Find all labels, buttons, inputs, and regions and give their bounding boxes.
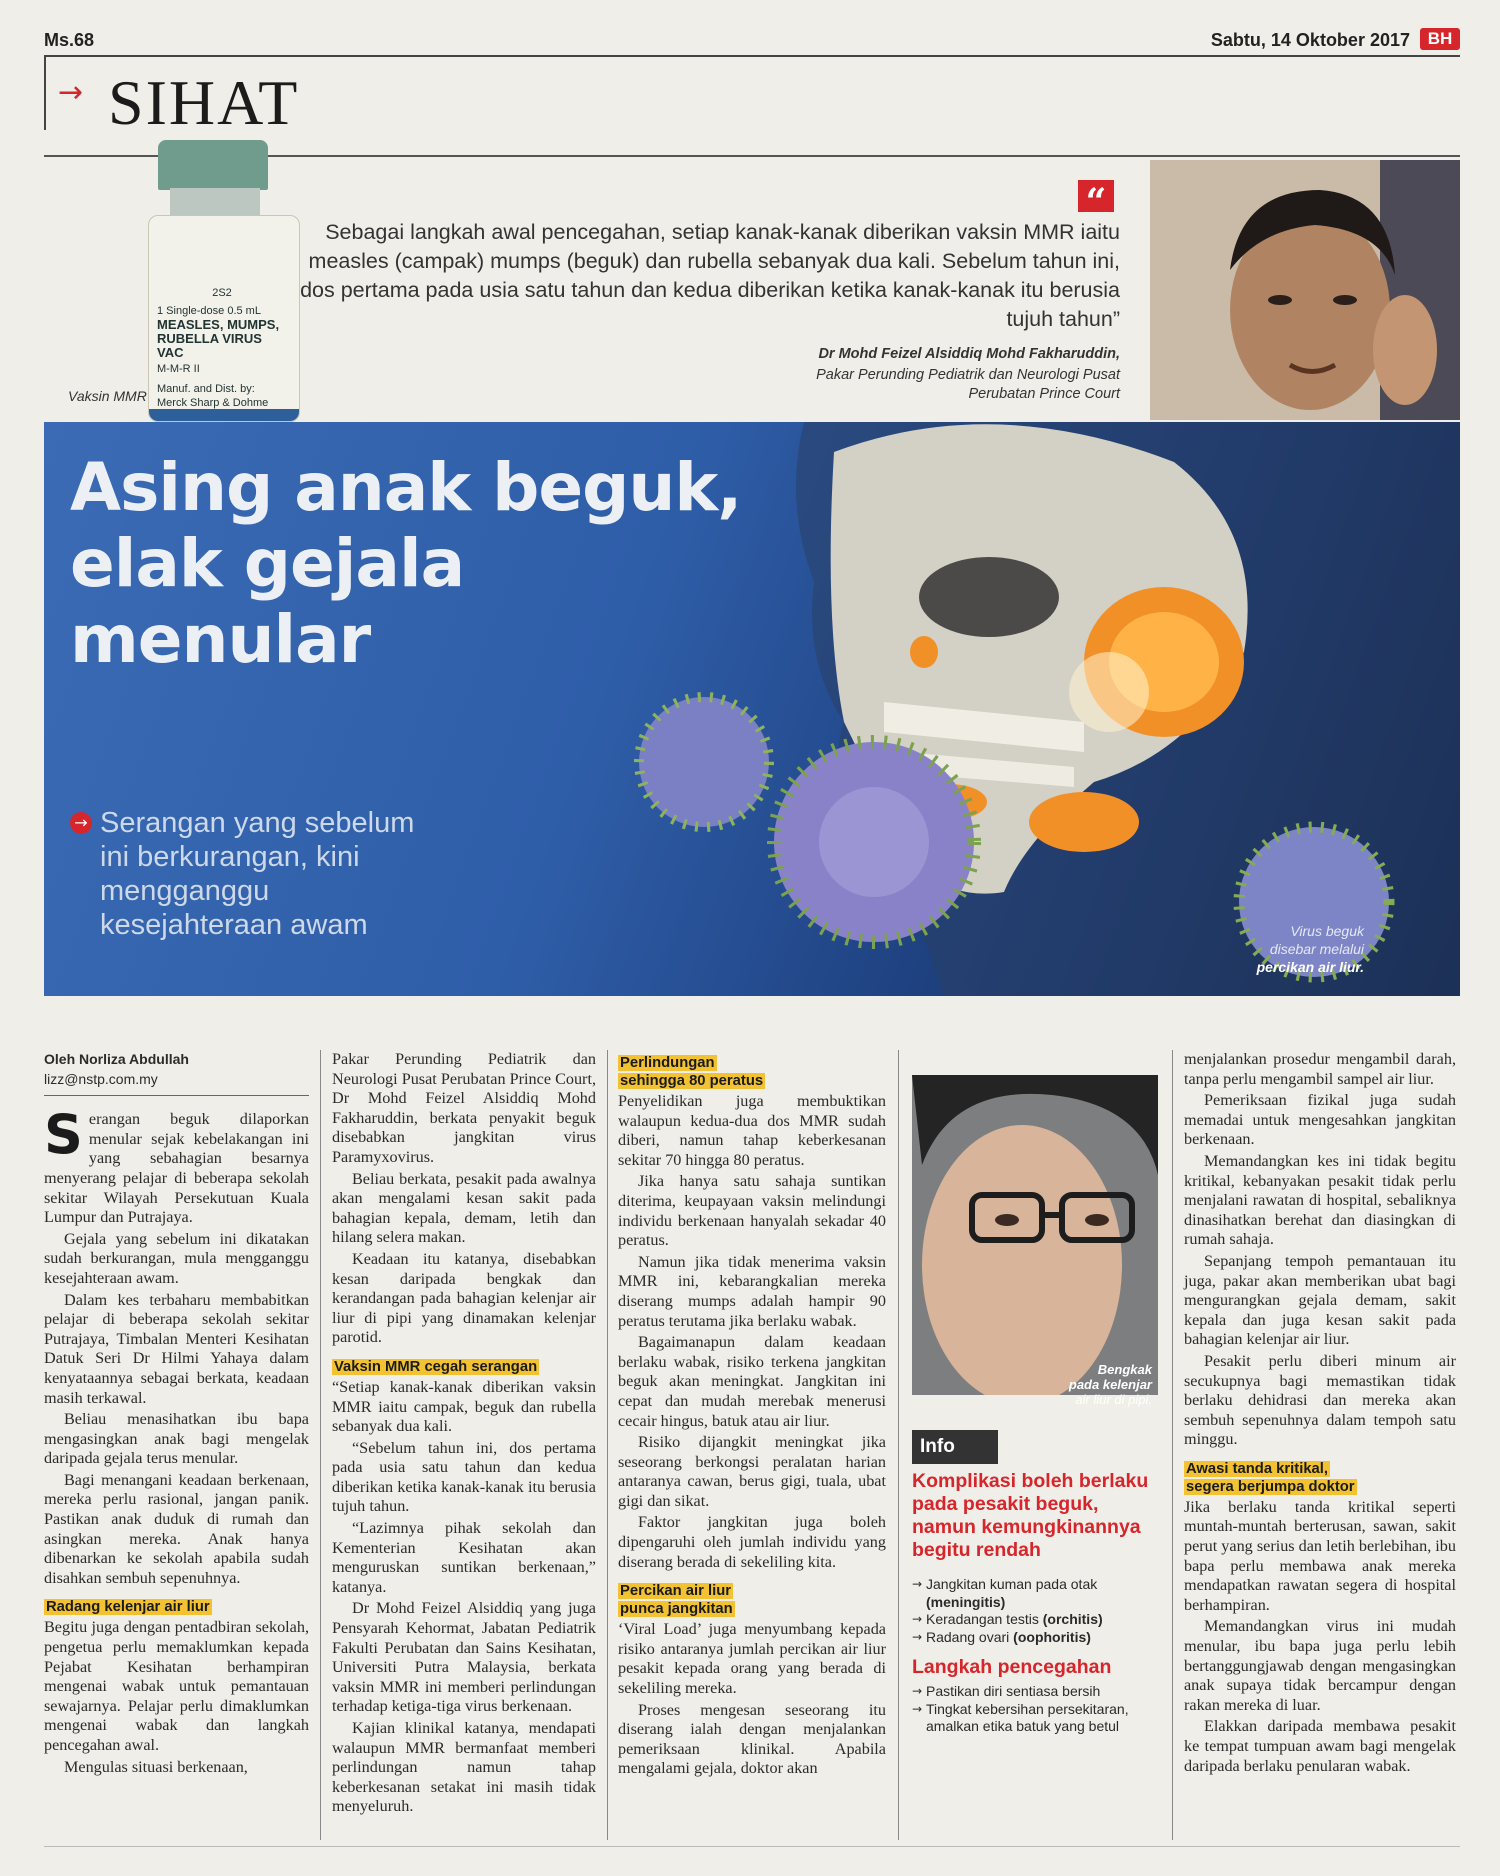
article-paragraph: Bagi menangani keadaan berkenaan, mereka perlu rasional, jangan panik. Pastikan anak duduk di rumah dan asingkan mereka. Anak hanya dibenarkan ke sekolah apabila sudah disahkan sembuh sepenuhnya. bbox=[44, 1470, 309, 1587]
byline-author: Oleh Norliza Abdullah bbox=[44, 1051, 189, 1067]
article-paragraph: Risiko dijangkit meningkat jika seseorang berkongsi peralatan harian antaranya cawan, berus gigi, tuala, ubat gigi dan sikat. bbox=[618, 1433, 886, 1510]
article-paragraph: “Lazimnya pihak sekolah dan Kementerian Kesihatan akan menguruskan suntikan berkenaan,” katanya. bbox=[332, 1519, 596, 1596]
article-paragraph: Bagaimanapun dalam keadaan berlaku wabak, risiko terkena jangkitan beguk akan meningkat. Jangkitan ini cepat dan mudah merebak menerusi cecair hingus, batuk atau air liur. bbox=[618, 1333, 886, 1430]
article-paragraph: Jika hanya satu sahaja suntikan diterima, keupayaan vaksin melindungi individu berkenaan hanyalah sekadar 40 peratus. bbox=[618, 1172, 886, 1250]
article-paragraph: “Sebelum tahun ini, dos pertama pada usia satu tahun dan kedua diberikan ketika kanak-kanak itu berusia tujuh tahun. bbox=[332, 1438, 596, 1516]
vial-label-line: 1 Single-dose 0.5 mL bbox=[157, 305, 261, 317]
complication-term: (meningitis) bbox=[926, 1593, 1006, 1610]
quote-role-line: Pakar Perunding Pediatrik dan Neurologi Pusat bbox=[816, 367, 1120, 383]
article-paragraph: Pesakit perlu diberi minum air secukupnya bagi memastikan tidak berlaku dehidrasi dan mereka akan sembuh sepenuhnya dalam tempoh satu minggu. bbox=[1184, 1351, 1456, 1449]
complication-item bbox=[912, 1611, 1158, 1629]
vial-label-line: Merck Sharp & Dohme bbox=[157, 397, 269, 409]
headline bbox=[70, 450, 790, 678]
article-paragraph: Kajian klinikal katanya, mendapati walaupun MMR bermanfaat memberi perlindungan namun tahap keberkesanan setakat ini masih tidak menyeluruh. bbox=[332, 1719, 596, 1816]
child-photo-caption-line: Bengkak bbox=[1097, 1362, 1152, 1377]
standfirst: Serangan yang sebelum ini berkurangan, kini mengganggu kesejahteraan awam bbox=[100, 807, 415, 941]
deck-arrow-icon: → bbox=[70, 812, 92, 834]
hero-caption-line: disebar melalui bbox=[1269, 941, 1364, 957]
section-title: SIHAT bbox=[108, 67, 300, 138]
subheading-text: punca jangkitan bbox=[620, 1601, 733, 1618]
headline-line: Asing anak beguk, bbox=[70, 449, 742, 526]
article-paragraph: Beliau menasihatkan ibu bapa mengasingkan anak bagi mengelak daripada gejala terus menular. bbox=[44, 1410, 309, 1468]
article-paragraph: Faktor jangkitan juga boleh dipengaruhi oleh jumlah individu yang diserang berada di sekeliling kita. bbox=[618, 1513, 886, 1571]
vial-label-line: MEASLES, MUMPS, bbox=[157, 317, 280, 332]
subheading bbox=[44, 1598, 309, 1616]
article-paragraph: “Setiap kanak-kanak diberikan vaksin MMR iaitu campak, beguk dan rubella sebanyak dua kali. bbox=[332, 1377, 596, 1436]
article-column-5 bbox=[1184, 1050, 1456, 1778]
vaccine-vial-image bbox=[140, 140, 305, 420]
info-box bbox=[912, 1470, 1158, 1736]
vial-cap bbox=[158, 140, 268, 190]
complication-term: (oophoritis) bbox=[1013, 1628, 1091, 1645]
child-photo-caption bbox=[912, 1362, 1152, 1407]
complication-term: (orchitis) bbox=[1042, 1611, 1103, 1627]
article-paragraph: Memandangkan virus ini mudah menular, ibu bapa juga perlu lebih bertanggungjawab dengan mengasingkan anak supaya tidak bercampur dengan rakan mereka di luar. bbox=[1184, 1617, 1456, 1714]
article-paragraph: Pakar Perunding Pediatrik dan Neurologi Pusat Perubatan Prince Court, Dr Mohd Feizel Alsiddiq Mohd Fakharuddin, berkata penyakit beguk disebabkan jangkitan virus Paramyxovirus. bbox=[332, 1050, 596, 1166]
article-column-1 bbox=[44, 1050, 309, 1779]
subheading-text: Vaksin MMR cegah serangan bbox=[334, 1358, 538, 1375]
section-arrow-icon: → bbox=[58, 75, 84, 110]
prevention-item: → Tingkat kebersihan persekitaran, amalkan etika batuk yang betul bbox=[912, 1701, 1158, 1736]
prevention-list bbox=[912, 1683, 1158, 1736]
article-paragraph: Jika berlaku tanda kritikal seperti muntah-muntah berterusan, sawan, sakit perut yang serius dan letih berlebihan, ibu bapa perlu membawa anak mereka mendapatkan rawatan segera di hospital berhampiran. bbox=[1184, 1497, 1456, 1614]
brand-logo: BH bbox=[1420, 28, 1460, 50]
subheading-text: Perlindungan bbox=[620, 1055, 715, 1071]
header-rule bbox=[44, 55, 1460, 57]
article-paragraph: Namun jika tidak menerima vaksin MMR ini, kebarangkalian mereka diserang mumps adalah hampir 90 peratus terutama jika berlaku wabak. bbox=[618, 1252, 886, 1330]
doctor-portrait-illustration bbox=[1150, 160, 1460, 420]
byline-email: lizz@nstp.com.my bbox=[44, 1070, 309, 1097]
quote-attribution-name: Dr Mohd Feizel Alsiddiq Mohd Fakharuddin, bbox=[818, 346, 1120, 362]
vial-label-line: Manuf. and Dist. by: bbox=[157, 383, 255, 395]
vial-neck bbox=[170, 188, 260, 218]
article-paragraph: Gejala yang sebelum ini dikatakan sudah berkurangan, mula mengganggu kesejahteraan awam. bbox=[44, 1229, 309, 1287]
virus-2 bbox=[774, 742, 974, 942]
complication-item bbox=[912, 1576, 1158, 1611]
pull-quote: Sebagai langkah awal pencegahan, setiap kanak-kanak diberikan vaksin MMR iaitu measles (campak) mumps (beguk) dan rubella sebanyak dua kali. Sebelum tahun ini, dos pertama pada usia satu tahun dan kedua diberikan ketika kanak-kanak itu berusia tujuh tahun” bbox=[300, 220, 1120, 331]
child-photo-caption-line: air liur di pipi. bbox=[1075, 1392, 1152, 1407]
complication-item bbox=[912, 1629, 1158, 1647]
subheading bbox=[618, 1582, 886, 1618]
headline-line: elak gejala bbox=[70, 525, 465, 602]
article-paragraph: Begitu juga dengan pentadbiran sekolah, pengetua perlu memaklumkan kepada Pejabat Kesihatan berhampiran mengenai wabak untuk pemantauan sewajarnya. Pelajar perlu dimaklumkan mengenai wabak dan langkah pencegahan awal. bbox=[44, 1618, 309, 1754]
vial-label-line: M-M-R II bbox=[157, 363, 200, 375]
complication-text: Radang ovari bbox=[926, 1628, 1014, 1645]
column-rule bbox=[898, 1050, 899, 1840]
article-paragraph: Beliau berkata, pesakit pada awalnya akan mengalami kesan sakit pada bahagian kepala, demam, letih dan hilang selera makan. bbox=[332, 1169, 596, 1247]
vial-caption: Vaksin MMR bbox=[68, 388, 147, 404]
article-paragraph: Proses mengesan seseorang itu diserang ialah dengan menjalankan pemeriksaan klinikal. Apabila mengalami gejala, doktor akan bbox=[618, 1700, 886, 1778]
subheading-text: Percikan air liur bbox=[620, 1583, 732, 1600]
hero-caption-line: percikan air liur. bbox=[1256, 959, 1364, 975]
quote-attribution-role bbox=[500, 366, 1120, 404]
headline-line: menular bbox=[70, 601, 371, 678]
prevention-item: → Pastikan diri sentiasa bersih bbox=[912, 1683, 1158, 1701]
article-paragraph: Pemeriksaan fizikal juga sudah memadai untuk mengesahkan jangkitan berkenaan. bbox=[1184, 1091, 1456, 1149]
page-number: Ms.68 bbox=[44, 30, 95, 50]
article-paragraph: Elakkan daripada membawa pesakit ke tempat tumpuan awam bagi mengelak daripada berlaku penularan wabak. bbox=[1184, 1717, 1456, 1775]
page-header bbox=[44, 28, 1460, 52]
article-paragraph: Memandangkan kes ini tidak begitu kritikal, kebanyakan pesakit tidak perlu menjalani rawatan di hospital, sebaliknya dinasihatkan berehat dan diasingkan di rumah sahaja. bbox=[1184, 1151, 1456, 1249]
column-rule bbox=[1172, 1050, 1173, 1840]
article-paragraph: Dr Mohd Feizel Alsiddiq yang juga Pensyarah Kehormat, Jabatan Pediatrik Fakulti Perubatan dan Sains Kesihatan, Universiti Putra Malaysia, berkata vaksin MMR ini memberi perlindungan terhadap ketiga-tiga virus berkenaan. bbox=[332, 1599, 596, 1716]
subheading bbox=[618, 1054, 886, 1090]
article-paragraph: Keadaan itu katanya, disebabkan kesan daripada bengkak dan kerandangan pada bahagian kelenjar air liur di pipi yang dinamakan kelenjar parotid. bbox=[332, 1249, 596, 1347]
hero-caption-line: Virus beguk bbox=[1290, 923, 1364, 939]
info-tag: Info bbox=[912, 1430, 998, 1464]
subheading bbox=[332, 1358, 596, 1376]
article-paragraph bbox=[44, 1103, 309, 1228]
virus-1 bbox=[639, 697, 769, 827]
quote-icon: “ bbox=[1078, 180, 1114, 212]
doctor-portrait-photo bbox=[1150, 160, 1460, 420]
subheading-text: segera berjumpa doktor bbox=[1186, 1478, 1355, 1495]
quote-role-line: Perubatan Prince Court bbox=[968, 386, 1120, 402]
column-rule bbox=[607, 1050, 608, 1840]
article-paragraph: Sepanjang tempoh pemantauan itu juga, pakar akan memberikan ubat bagi mengurangkan gejala demam, sakit kepala dan juga kesan sakit pada bahagian kelenjar air liur. bbox=[1184, 1251, 1456, 1349]
footer-rule bbox=[44, 1846, 1460, 1847]
article-paragraph: menjalankan prosedur mengambil darah, tanpa perlu mengambil sampel air liur. bbox=[1184, 1050, 1456, 1088]
hero-caption bbox=[1144, 922, 1364, 976]
hero-banner bbox=[44, 422, 1460, 996]
complication-list bbox=[912, 1576, 1158, 1646]
subheading-text: Awasi tanda kritikal, bbox=[1186, 1460, 1329, 1477]
prevention-title: Langkah pencegahan bbox=[912, 1656, 1112, 1678]
article-paragraph-text: erangan beguk dilaporkan menular sejak kebelakangan ini yang sebahagian besarnya menyerang pelajar di beberapa sekolah sekitar Wilayah Persekutuan Kuala Lumpur dan Putrajaya. bbox=[44, 1110, 309, 1227]
article-column-3 bbox=[618, 1050, 886, 1781]
article-paragraph: Dalam kes terbaharu membabitkan pelajar di beberapa sekolah sekitar Putrajaya, Timbalan Menteri Kesihatan Datuk Seri Dr Hilmi Yahaya dalam kenyataannya sebagai berkata, keadaan masih terkawal. bbox=[44, 1290, 309, 1407]
subheading bbox=[1184, 1460, 1456, 1496]
article-paragraph: Penyelidikan juga membuktikan walaupun kedua-dua dos MMR sudah diberi, namun tahap keberkesanan sekitar 70 hingga 80 peratus. bbox=[618, 1092, 886, 1169]
drop-cap: S bbox=[44, 1103, 83, 1167]
complication-text: Keradangan testis bbox=[926, 1611, 1043, 1627]
column-rule bbox=[320, 1050, 321, 1840]
article-column-2 bbox=[332, 1050, 596, 1819]
subheading-text: sehingga 80 peratus bbox=[620, 1073, 764, 1089]
complication-text: Jangkitan kuman pada otak bbox=[926, 1576, 1098, 1592]
issue-date: Sabtu, 14 Oktober 2017 bbox=[1210, 30, 1410, 50]
child-photo-illustration bbox=[912, 1075, 1158, 1395]
info-title: Komplikasi boleh berlaku pada pesakit beguk, namun kemungkinannya begitu rendah bbox=[912, 1470, 1149, 1561]
vial-stripe bbox=[149, 409, 299, 421]
article-paragraph: Mengulas situasi berkenaan, bbox=[64, 1757, 248, 1776]
subheading-text: Radang kelenjar air liur bbox=[46, 1599, 210, 1616]
vial-label-line: 2S2 bbox=[212, 287, 232, 299]
vial-label-line: RUBELLA VIRUS VAC bbox=[157, 331, 262, 360]
child-photo-caption-line: pada kelenjar bbox=[1068, 1377, 1152, 1392]
article-paragraph: ‘Viral Load’ juga menyumbang kepada risiko antaranya jumlah percikan air liur pesakit kepada orang yang berada di sekeliling mereka. bbox=[618, 1620, 886, 1698]
vial-label bbox=[148, 215, 300, 422]
child-photo bbox=[912, 1075, 1158, 1395]
